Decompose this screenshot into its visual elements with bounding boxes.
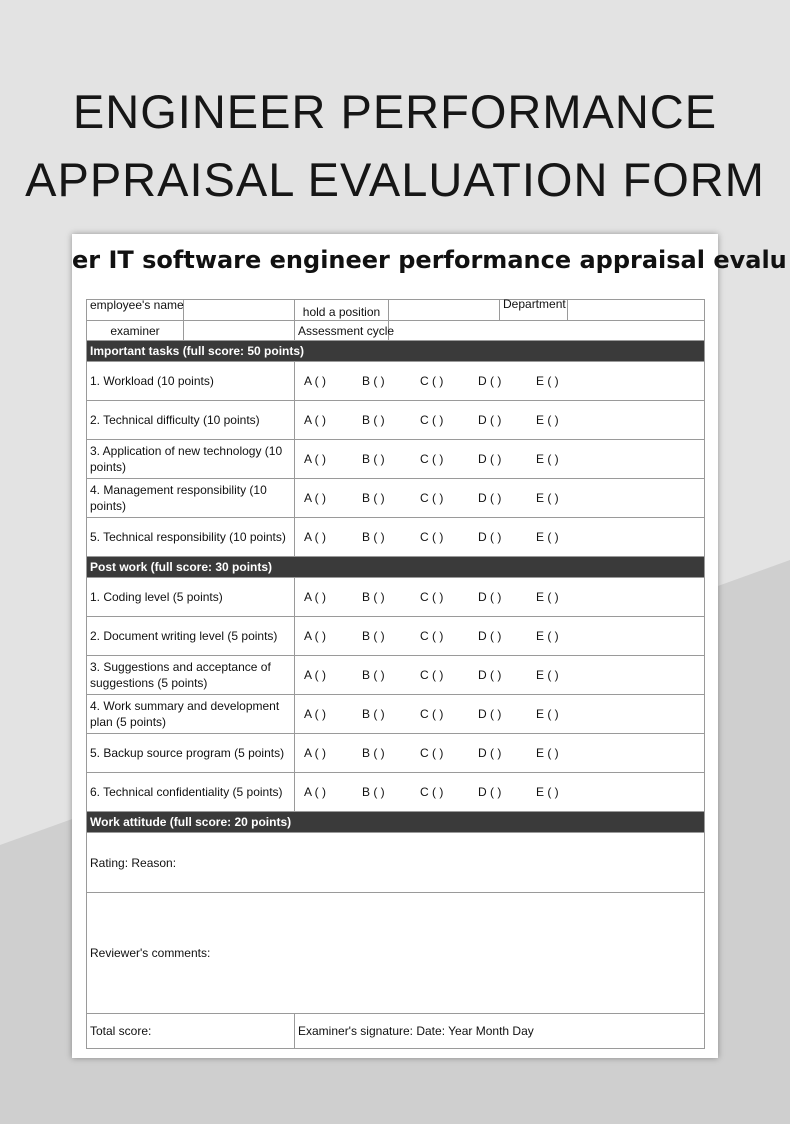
info-row-1 — [87, 300, 705, 321]
option-d-radio[interactable]: D ( ) — [478, 746, 502, 760]
options-group — [298, 628, 701, 644]
options-group — [298, 412, 701, 428]
section-header-post-work: Post work (full score: 30 points) — [87, 557, 705, 578]
option-a-radio[interactable]: A ( ) — [304, 629, 327, 643]
rating-reason-field[interactable]: Rating: Reason: — [87, 833, 705, 893]
section-header — [87, 341, 705, 362]
item-label: 3. Application of new technology (10 points) — [87, 440, 295, 479]
option-a-radio[interactable]: A ( ) — [304, 530, 327, 544]
option-e-radio[interactable]: E ( ) — [536, 530, 559, 544]
option-d-radio[interactable]: D ( ) — [478, 785, 502, 799]
option-b-radio[interactable]: B ( ) — [362, 452, 385, 466]
option-c-radio[interactable]: C ( ) — [420, 785, 444, 799]
option-a-radio[interactable]: A ( ) — [304, 746, 327, 760]
option-b-radio[interactable]: B ( ) — [362, 746, 385, 760]
employee-name-label: employee's name — [87, 300, 184, 321]
options-group — [298, 373, 701, 389]
option-c-radio[interactable]: C ( ) — [420, 668, 444, 682]
option-b-radio[interactable]: B ( ) — [362, 668, 385, 682]
option-b-radio[interactable]: B ( ) — [362, 413, 385, 427]
option-c-radio[interactable]: C ( ) — [420, 629, 444, 643]
option-d-radio[interactable]: D ( ) — [478, 530, 502, 544]
page-title — [0, 78, 790, 214]
item-label: 6. Technical confidentiality (5 points) — [87, 773, 295, 812]
table-row — [87, 773, 705, 812]
total-row — [87, 1014, 705, 1049]
option-c-radio[interactable]: C ( ) — [420, 491, 444, 505]
option-d-radio[interactable]: D ( ) — [478, 374, 502, 388]
table-row — [87, 578, 705, 617]
assessment-cycle-field[interactable] — [389, 321, 705, 341]
option-d-radio[interactable]: D ( ) — [478, 707, 502, 721]
form-sheet — [72, 234, 787, 1058]
option-c-radio[interactable]: C ( ) — [420, 590, 444, 604]
department-field[interactable] — [568, 300, 705, 321]
item-label: 2. Document writing level (5 points) — [87, 617, 295, 656]
comments-row — [87, 893, 705, 1014]
option-c-radio[interactable]: C ( ) — [420, 707, 444, 721]
table-row — [87, 401, 705, 440]
evaluation-table — [86, 299, 705, 1049]
item-label: 4. Work summary and development plan (5 points) — [87, 695, 295, 734]
options-group — [298, 589, 701, 605]
section-header — [87, 812, 705, 833]
rating-options — [295, 578, 705, 617]
option-e-radio[interactable]: E ( ) — [536, 746, 559, 760]
rating-options — [295, 734, 705, 773]
option-c-radio[interactable]: C ( ) — [420, 374, 444, 388]
page-title-line-1: ENGINEER PERFORMANCE — [72, 85, 718, 138]
rating-options — [295, 695, 705, 734]
option-e-radio[interactable]: E ( ) — [536, 491, 559, 505]
options-group — [298, 451, 701, 467]
item-label: 1. Coding level (5 points) — [87, 578, 295, 617]
option-a-radio[interactable]: A ( ) — [304, 590, 327, 604]
options-group — [298, 529, 701, 545]
total-score-field[interactable]: Total score: — [87, 1014, 295, 1049]
option-b-radio[interactable]: B ( ) — [362, 707, 385, 721]
rating-options — [295, 362, 705, 401]
section-header-important-tasks: Important tasks (full score: 50 points) — [87, 341, 705, 362]
option-a-radio[interactable]: A ( ) — [304, 452, 327, 466]
option-e-radio[interactable]: E ( ) — [536, 707, 559, 721]
option-d-radio[interactable]: D ( ) — [478, 590, 502, 604]
rating-options — [295, 773, 705, 812]
option-e-radio[interactable]: E ( ) — [536, 413, 559, 427]
option-b-radio[interactable]: B ( ) — [362, 590, 385, 604]
rating-options — [295, 518, 705, 557]
rating-options — [295, 440, 705, 479]
table-row — [87, 617, 705, 656]
option-a-radio[interactable]: A ( ) — [304, 668, 327, 682]
option-a-radio[interactable]: A ( ) — [304, 491, 327, 505]
position-field[interactable] — [389, 300, 500, 321]
sheet-title — [72, 240, 787, 280]
section-header — [87, 557, 705, 578]
option-d-radio[interactable]: D ( ) — [478, 668, 502, 682]
options-group — [298, 706, 701, 722]
table-row — [87, 734, 705, 773]
option-d-radio[interactable]: D ( ) — [478, 452, 502, 466]
options-group — [298, 490, 701, 506]
option-d-radio[interactable]: D ( ) — [478, 491, 502, 505]
position-label: hold a position — [295, 300, 389, 321]
option-e-radio[interactable]: E ( ) — [536, 629, 559, 643]
section-header-work-attitude: Work attitude (full score: 20 points) — [87, 812, 705, 833]
rating-options — [295, 656, 705, 695]
option-c-radio[interactable]: C ( ) — [420, 413, 444, 427]
options-group — [298, 745, 701, 761]
examiner-label: examiner — [87, 321, 184, 341]
options-group — [298, 667, 701, 683]
option-b-radio[interactable]: B ( ) — [362, 629, 385, 643]
rating-options — [295, 617, 705, 656]
option-e-radio[interactable]: E ( ) — [536, 590, 559, 604]
info-row-2 — [87, 321, 705, 341]
table-row — [87, 479, 705, 518]
assessment-cycle-label: Assessment cycle — [295, 321, 389, 341]
rating-row — [87, 833, 705, 893]
page-title-line-2: APPRAISAL EVALUATION FORM — [25, 153, 765, 206]
option-a-radio[interactable]: A ( ) — [304, 374, 327, 388]
option-e-radio[interactable]: E ( ) — [536, 374, 559, 388]
option-b-radio[interactable]: B ( ) — [362, 785, 385, 799]
option-d-radio[interactable]: D ( ) — [478, 413, 502, 427]
option-c-radio[interactable]: C ( ) — [420, 530, 444, 544]
table-row — [87, 656, 705, 695]
option-e-radio[interactable]: E ( ) — [536, 668, 559, 682]
option-d-radio[interactable]: D ( ) — [478, 629, 502, 643]
option-e-radio[interactable]: E ( ) — [536, 452, 559, 466]
option-a-radio[interactable]: A ( ) — [304, 707, 327, 721]
item-label: 5. Backup source program (5 points) — [87, 734, 295, 773]
item-label: 4. Management responsibility (10 points) — [87, 479, 295, 518]
option-a-radio[interactable]: A ( ) — [304, 413, 327, 427]
reviewer-comments-field[interactable]: Reviewer's comments: — [87, 893, 705, 1014]
item-label: 3. Suggestions and acceptance of suggestions (5 points) — [87, 656, 295, 695]
examiner-signature-field[interactable]: Examiner's signature: Date: Year Month Day — [295, 1014, 705, 1049]
rating-options — [295, 479, 705, 518]
examiner-field[interactable] — [184, 321, 295, 341]
department-label: Department — [500, 300, 568, 321]
option-c-radio[interactable]: C ( ) — [420, 746, 444, 760]
table-row — [87, 518, 705, 557]
table-row — [87, 440, 705, 479]
option-b-radio[interactable]: B ( ) — [362, 374, 385, 388]
option-b-radio[interactable]: B ( ) — [362, 491, 385, 505]
options-group — [298, 784, 701, 800]
option-e-radio[interactable]: E ( ) — [536, 785, 559, 799]
item-label: 5. Technical responsibility (10 points) — [87, 518, 295, 557]
sheet-title-text: er IT software engineer performance appraisal evalu — [72, 246, 787, 274]
table-row — [87, 695, 705, 734]
table-row — [87, 362, 705, 401]
option-c-radio[interactable]: C ( ) — [420, 452, 444, 466]
option-b-radio[interactable]: B ( ) — [362, 530, 385, 544]
item-label: 2. Technical difficulty (10 points) — [87, 401, 295, 440]
option-a-radio[interactable]: A ( ) — [304, 785, 327, 799]
employee-name-field[interactable] — [184, 300, 295, 321]
item-label: 1. Workload (10 points) — [87, 362, 295, 401]
rating-options — [295, 401, 705, 440]
